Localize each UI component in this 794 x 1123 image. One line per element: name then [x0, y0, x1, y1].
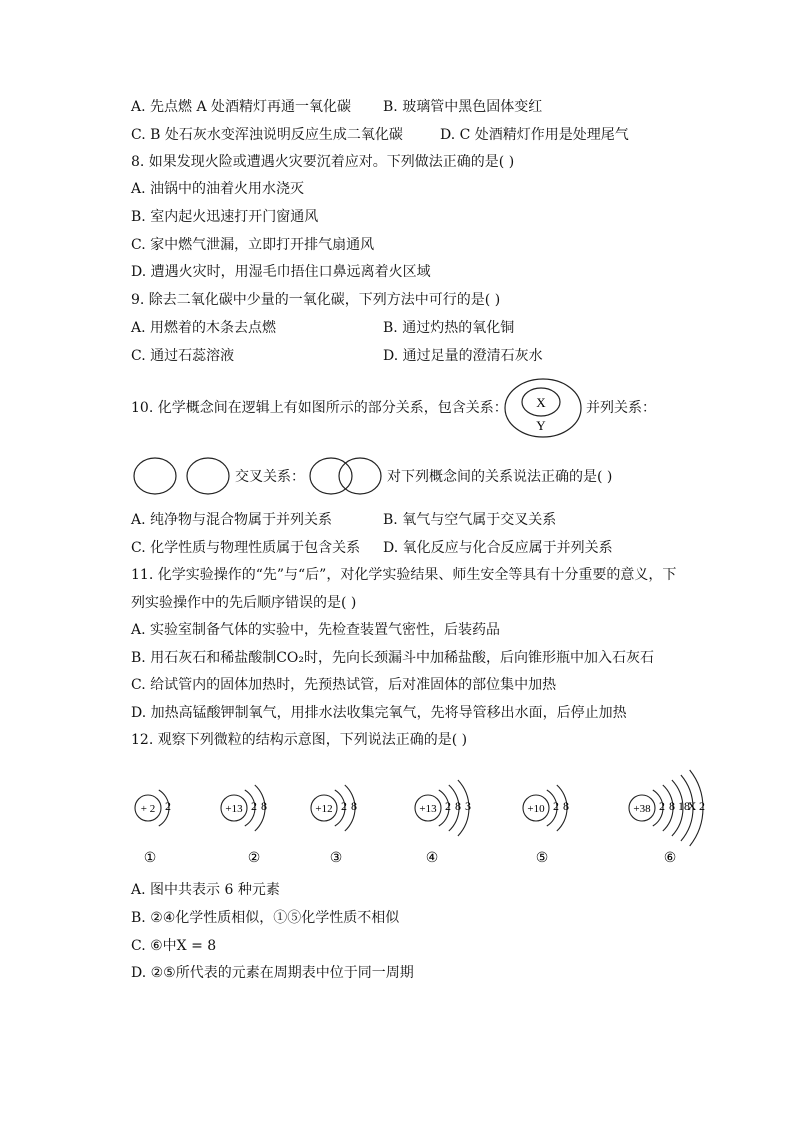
electron-count: 2 [341, 799, 347, 813]
electron-count: 2 [165, 799, 171, 813]
q11-stem-line1: 11. 化学实验操作的“先”与“后”，对化学实验结果、师生安全等具有十分重要的意义，下 [131, 567, 677, 583]
electron-count: 8 [563, 799, 569, 813]
electron-count: 8 [351, 799, 357, 813]
q12-option-d: D. ②⑤所代表的元素在周期表中位于同一周期 [131, 965, 414, 981]
cross-label: 交叉关系： [235, 469, 305, 485]
atom-diagram-6 [629, 770, 705, 866]
q10-option-d: D. 氧化反应与化合反应属于并列关系 [383, 540, 613, 556]
q8-stem: 8. 如果发现火险或遭遇火灾要沉着应对。下列做法正确的是( ) [131, 154, 515, 170]
q8-option-d: D. 遭遇火灾时，用湿毛巾捂住口鼻远离着火区域 [131, 264, 431, 280]
q9-option-b: B. 通过灼热的氧化铜 [383, 320, 515, 336]
q9-option-c: C. 通过石蕊溶液 [131, 348, 235, 364]
nucleus-charge: +13 [225, 803, 243, 815]
q11-option-c: C. 给试管内的固体加热时，先预热试管，后对准固体的部位集中加热 [131, 677, 557, 693]
electron-count: 2 [553, 799, 559, 813]
q11-option-d: D. 加热高锰酸钾制氧气，用排水法收集完氧气，先将导管移出水面，后停止加热 [131, 705, 627, 721]
diagram-number-label: ⑤ [535, 851, 549, 866]
cross-diagram [306, 455, 386, 497]
electron-count: X [687, 799, 697, 813]
diagram-number-label: ⑥ [663, 851, 677, 866]
atom-diagram-2 [221, 785, 267, 866]
electron-count: 18 [678, 799, 690, 813]
q12-option-b: B. ②④化学性质相似，①⑤化学性质不相似 [131, 910, 400, 926]
diagram-number-label: ① [143, 851, 157, 866]
q7-option-b: B. 玻璃管中黑色固体变红 [383, 99, 543, 115]
q11-option-b: B. 用石灰石和稀盐酸制CO₂时，先向长颈漏斗中加稀盐酸，后向锥形瓶中加入石灰石 [131, 650, 654, 666]
nucleus-charge: +12 [315, 803, 333, 815]
diagram-number-label: ② [247, 851, 261, 866]
nucleus-charge: + 2 [140, 803, 156, 815]
electron-count: 2 [251, 799, 257, 813]
q7-option-d: D. C 处酒精灯作用是处理尾气 [440, 127, 629, 143]
q12-option-a: A. 图中共表示 6 种元素 [131, 882, 280, 898]
outer-set-label: Y [536, 418, 546, 433]
electron-count: 2 [699, 799, 705, 813]
electron-count: 2 [445, 799, 451, 813]
parallel-diagram [131, 455, 233, 497]
nucleus-charge: +10 [527, 803, 545, 815]
q8-option-b: B. 室内起火迅速打开门窗通风 [131, 209, 319, 225]
q8-option-c: C. 家中燃气泄漏，立即打开排气扇通风 [131, 237, 375, 253]
inner-set-label: X [536, 395, 546, 410]
atom-diagram-3 [311, 785, 357, 866]
q10-stem: 10. 化学概念间在逻辑上有如图所示的部分关系，包含关系： [131, 400, 508, 416]
atom-diagram-5 [523, 785, 569, 866]
electron-count: 8 [455, 799, 461, 813]
atom-diagram-4 [415, 780, 471, 866]
electron-count: 3 [465, 799, 471, 813]
q10-stem-tail: 对下列概念间的关系说法正确的是( ) [387, 469, 613, 485]
parallel-label: 并列关系： [586, 400, 656, 416]
q9-option-d: D. 通过足量的澄清石灰水 [383, 348, 543, 364]
atom-diagram-1 [135, 790, 171, 866]
nucleus-charge: +38 [633, 803, 651, 815]
q12-option-c: C. ⑥中X = 8 [131, 938, 217, 954]
q11-option-a: A. 实验室制备气体的实验中，先检查装置气密性，后装药品 [131, 622, 501, 638]
diagram-number-label: ③ [329, 851, 343, 866]
diagram-number-label: ④ [425, 851, 439, 866]
containment-diagram [503, 377, 583, 439]
q10-option-a: A. 纯净物与混合物属于并列关系 [131, 512, 333, 528]
q10-option-b: B. 氧气与空气属于交叉关系 [383, 512, 557, 528]
electron-count: 8 [261, 799, 267, 813]
q12-stem: 12. 观察下列微粒的结构示意图，下列说法正确的是( ) [131, 732, 468, 748]
q9-stem: 9. 除去二氧化碳中少量的一氧化碳，下列方法中可行的是( ) [131, 292, 501, 308]
q10-option-c: C. 化学性质与物理性质属于包含关系 [131, 540, 361, 556]
nucleus-charge: +13 [419, 803, 437, 815]
q7-option-c: C. B 处石灰水变浑浊说明反应生成二氧化碳 [131, 127, 403, 143]
q8-option-a: A. 油锅中的油着火用水浇灭 [131, 181, 305, 197]
electron-count: 8 [669, 799, 675, 813]
electron-count: 2 [659, 799, 665, 813]
q7-option-a: A. 先点燃 A 处酒精灯再通一氧化碳 [131, 99, 352, 115]
q9-option-a: A. 用燃着的木条去点燃 [131, 320, 277, 336]
atomic-structure-diagrams [120, 750, 740, 875]
q11-stem-line2: 列实验操作中的先后顺序错误的是( ) [131, 595, 357, 611]
